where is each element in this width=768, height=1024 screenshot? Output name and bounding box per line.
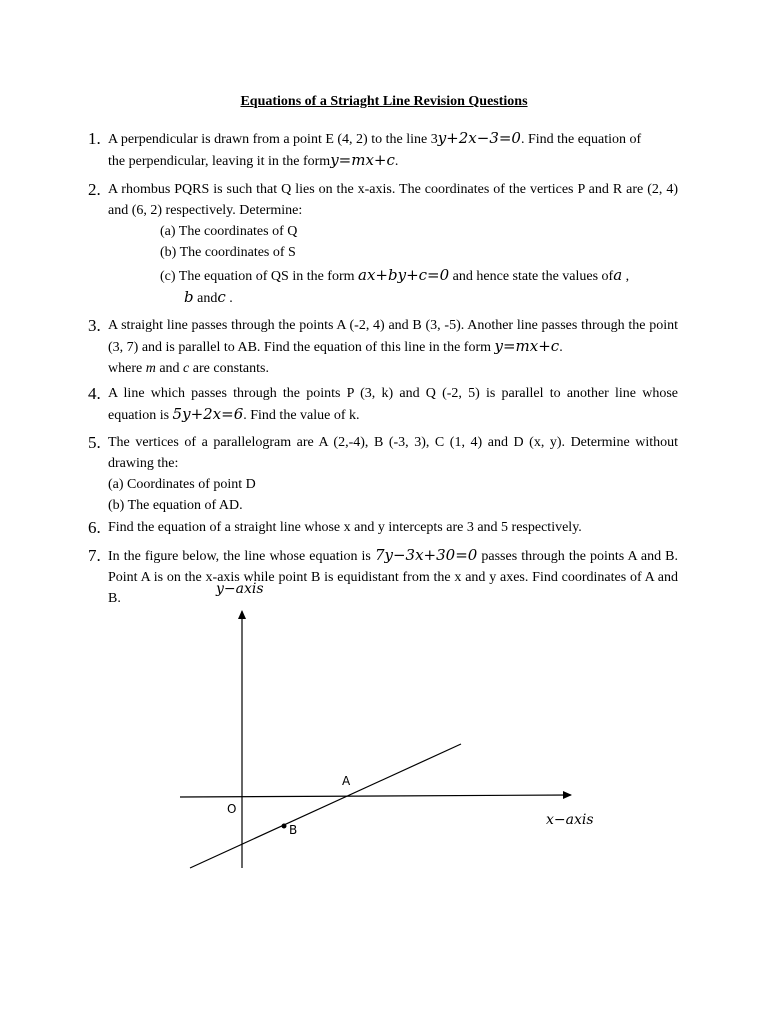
- equation: 7y−3x+30=0: [374, 546, 478, 564]
- variable-m: m: [145, 361, 156, 376]
- punctuation: .: [394, 154, 399, 169]
- sub-question-5b: (b) The equation of AD.: [108, 498, 243, 513]
- variable-a: a: [613, 266, 623, 284]
- punctuation: .: [225, 291, 233, 306]
- question-text: . Find the value of k.: [243, 408, 360, 423]
- question-number: 2.: [88, 180, 101, 199]
- point-b-marker: [282, 824, 287, 829]
- question-text: A line which passes through the points P (3, k) and Q (-2, 5) is parallel to another line whose equation is: [108, 386, 678, 423]
- question-text: In the figure below, the line whose equation is: [108, 549, 375, 564]
- variable-b: b: [184, 288, 194, 306]
- question-text: are constants.: [189, 361, 269, 376]
- question-number: 1.: [88, 129, 101, 148]
- question-text: (c) The equation of QS in the form: [160, 269, 359, 284]
- question-number: 4.: [88, 384, 101, 403]
- question-text: and: [193, 291, 218, 306]
- question-number: 5.: [88, 433, 101, 452]
- y-axis-label: y−axis: [216, 581, 264, 597]
- question-text: passes through the points A and B. Point A is on the x-axis while point B is equidistant from the x and y axes. Find coordinates of A and B.: [108, 549, 678, 606]
- origin-label: O: [227, 802, 237, 816]
- punctuation: .: [559, 340, 563, 355]
- question-number: 6.: [88, 518, 101, 537]
- question-text: The vertices of a parallelogram are A (2,-4), B (-3, 3), C (1, 4) and D (x, y). Determine without drawing the:: [108, 435, 678, 471]
- question-number: 3.: [88, 316, 101, 335]
- page-title: Equations of a Striaght Line Revision Questions: [240, 94, 528, 109]
- question-text: and: [155, 361, 184, 376]
- punctuation: ,: [622, 269, 630, 284]
- question-text: where: [108, 361, 146, 376]
- sub-question-2a: (a) The coordinates of Q: [160, 224, 298, 239]
- x-axis-label: x−axis: [546, 812, 594, 828]
- variable-c: c: [217, 288, 226, 306]
- variable-c: c: [183, 361, 190, 376]
- question-text: A rhombus PQRS is such that Q lies on the x-axis. The coordinates of the vertices P and R are (2, 4) and (6, 2) respectively. Determine:: [108, 182, 678, 218]
- question-text: . Find the equation of: [520, 132, 642, 147]
- point-a-label: A: [342, 774, 351, 788]
- equation-form: y=mx+c: [494, 337, 560, 355]
- point-b-label: B: [289, 823, 298, 837]
- x-axis: [180, 795, 571, 797]
- question-text: Find the equation of a straight line whose x and y intercepts are 3 and 5 respectively.: [108, 520, 582, 535]
- equation: y+2x−3=0: [437, 129, 521, 147]
- question-text: the perpendicular, leaving it in the form: [108, 154, 331, 169]
- question-text: A perpendicular is drawn from a point E (4, 2) to the line 3: [108, 132, 438, 147]
- equation-form: ax+by+c=0: [358, 266, 450, 284]
- question-text: A straight line passes through the points A (-2, 4) and B (3, -5). Another line passes through the point (3, 7) and is parallel to AB. Find the equation of this line in the form: [108, 318, 678, 355]
- question-number: 7.: [88, 546, 101, 565]
- sub-question-5a: (a) Coordinates of point D: [108, 477, 256, 492]
- equation: 5y+2x=6: [172, 405, 244, 423]
- sub-question-2b: (b) The coordinates of S: [160, 245, 296, 260]
- equation-form: y=mx+c: [330, 151, 395, 169]
- question-text: and hence state the values of: [449, 269, 614, 284]
